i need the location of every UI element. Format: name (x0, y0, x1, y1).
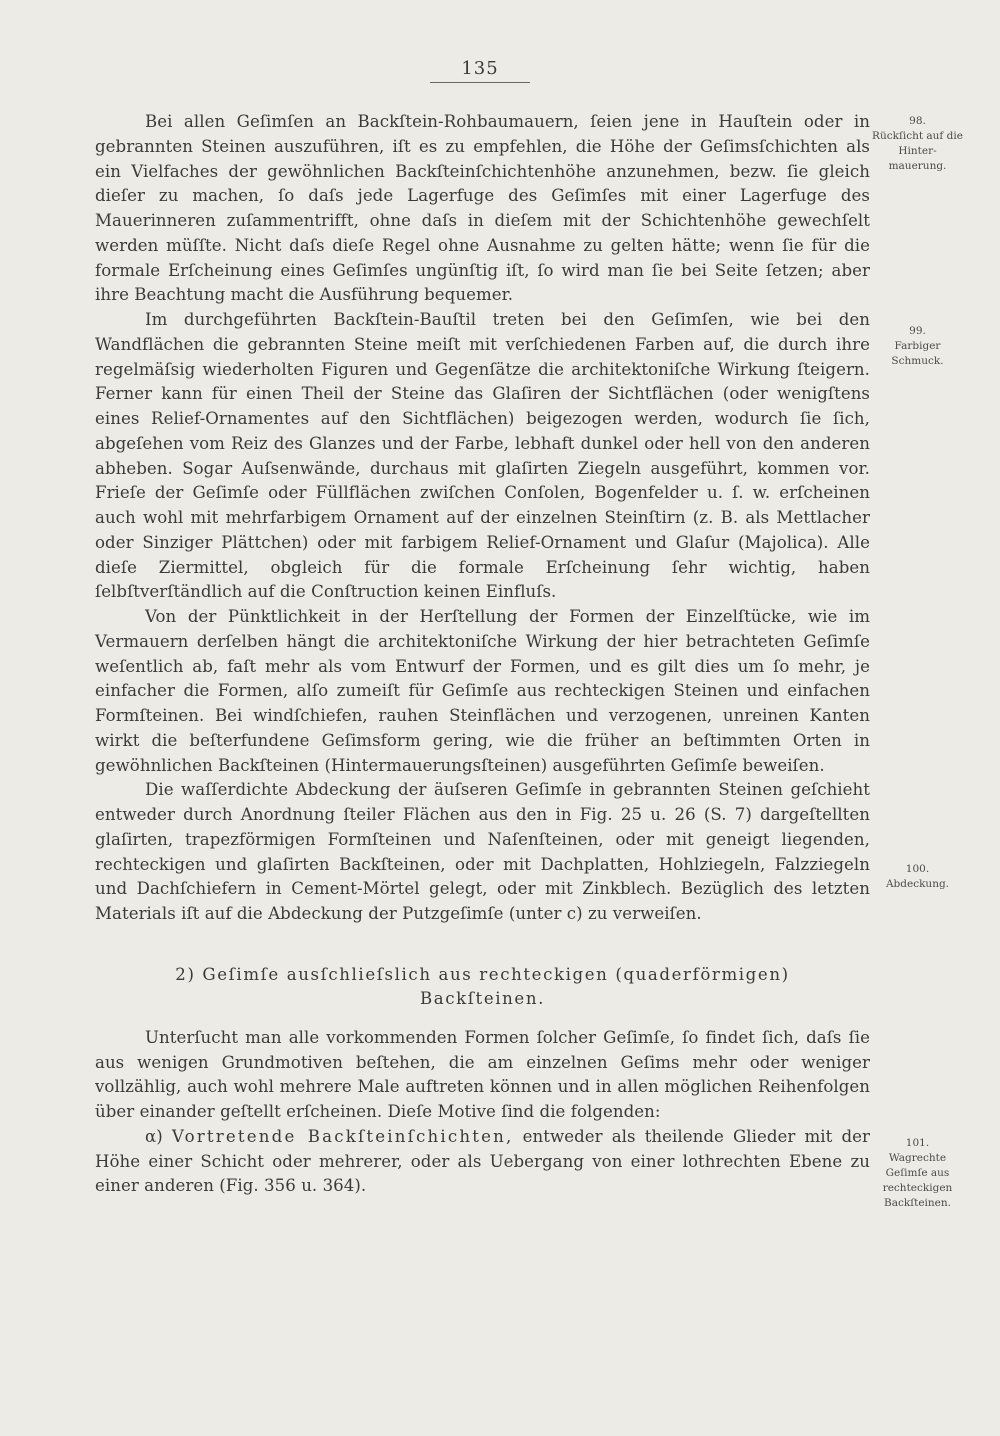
item-alpha (95, 1125, 870, 1199)
margin-note-text: Abdeckung. (885, 878, 950, 890)
paragraph-pünktlichkeit: Von der Pünktlichkeit in der Herſtellung der Formen der Einzelſtücke, wie im Vermauern derſelben hängt die architektoniſche Wirkung der hier betrachteten Geſimſe weſentlich ab, faſt mehr als vom Entwurf der Formen, und es gilt dies um ſo mehr, je einfacher die Formen, alſo zumeiſt für Geſimſe aus rechteckigen Steinen und einfachen Formſteinen. Bei windſchiefen, rauhen Steinflächen und verzogenen, unreinen Kanten wirkt die beſterfundene Geſimsform gering, wie die früher an beſtimmten Orten in gewöhnlichen Backſteinen (Hintermauerungsſteinen) ausgeführten Geſimſe beweiſen. (95, 607, 870, 775)
item-alpha-marker: α) (145, 1126, 163, 1146)
margin-note-number: 101. (905, 1137, 930, 1149)
paragraph-101: Unterſucht man alle vorkommenden Formen ſolcher Geſimſe, ſo findet ſich, daſs ſie aus wenigen Grundmotiven beſtehen, die am einzelnen Geſims mehr oder weniger vollzählig, auch wohl mehrere Male auftreten können und in allen möglichen Reihenfolgen über einander geſtellt erſcheinen. Dieſe Motive ſind die folgenden: (95, 1027, 870, 1121)
section-heading-line-1: 2) Geſimſe ausſchlieſslich aus rechteckigen (quaderförmigen) (175, 964, 790, 984)
margin-note-99 (870, 324, 965, 369)
paragraph-100: Die waſſerdichte Abdeckung der äuſseren Geſimſe in gebrannten Steinen geſchieht entweder durch Anordnung ſteiler Flächen aus den in Fig. 25 u. 26 (S. 7) dargeſtellten glaſirten, trapezförmigen Formſteinen und Naſenſteinen, oder mit geneigt liegenden, rechteckigen und glaſirten Backſteinen, oder mit Dachplatten, Hohlziegeln, Falzziegeln und Dachſchiefern in Cement-Mörtel gelegt, oder mit Zinkblech. Bezüglich des letzten Materials iſt auf die Abdeckung der Putzgeſimſe (unter c) zu verweiſen. (95, 780, 870, 923)
section-heading-line-2: Backſteinen. (419, 989, 546, 1009)
margin-note-number: 98. (909, 115, 926, 127)
margin-note-number: 100. (905, 863, 930, 875)
margin-note-100 (870, 862, 965, 892)
page-number: 135 (461, 58, 499, 79)
main-text (95, 110, 870, 1199)
item-alpha-text: entweder als theilende Glieder mit der Höhe einer Schicht oder mehrerer, oder als Uebergang von einer lothrechten Ebene zu einer anderen (Fig. 356 u. 364). (95, 1126, 871, 1196)
margin-note-98 (870, 114, 965, 174)
section-heading (95, 963, 870, 1012)
margin-note-text: Wagrechte Geſimſe aus rechteckigen Backſteinen. (882, 1152, 953, 1209)
margin-note-text: Rückſicht auf die Hinter-mauerung. (872, 130, 963, 172)
margin-note-number: 99. (909, 325, 926, 337)
margin-note-text: Farbiger Schmuck. (891, 340, 944, 367)
paragraph-99: Im durchgeführten Backſtein-Bauſtil treten bei den Geſimſen, wie bei den Wandflächen die gebrannten Steine meiſt mit verſchiedenen Farben auf, die durch ihre regelmäſsig wiederholten Figuren und Gegenſätze die architektoniſche Wirkung ſteigern. Ferner kann für einen Theil der Steine das Glaſiren der Sichtflächen (oder wenigſtens eines Relief-Ornamentes auf den Sichtflächen) beigezogen werden, wodurch ſie ſich, abgeſehen vom Reiz des Glanzes und der Farbe, lebhaft dunkel oder hell von den anderen abheben. Sogar Auſsenwände, durchaus mit glaſirten Ziegeln ausgeführt, kommen vor. Frieſe der Geſimſe oder Füllflächen zwiſchen Conſolen, Bogenfelder u. ſ. w. erſcheinen auch wohl mit mehrfarbigem Ornament auf der einzelnen Steinſtirn (z. B. als Mettlacher oder Sinziger Plättchen) oder mit farbigem Relief-Ornament und Glaſur (Majolica). Alle dieſe Ziermittel, obgleich für die formale Erſcheinung ſehr wichtig, haben ſelbſtverſtändlich auf die Conſtruction keinen Einfluſs. (95, 310, 870, 602)
item-alpha-title: Vortretende Backſteinſchichten, (171, 1126, 514, 1146)
margin-note-101 (870, 1136, 965, 1211)
paragraph-98: Bei allen Geſimſen an Backſtein-Rohbaumauern, ſeien jene in Hauſtein oder in gebrannten Steinen auszuführen, iſt es zu empfehlen, die Höhe der Geſimsſchichten als ein Vielfaches der gewöhnlichen Backſteinſchichtenhöhe anzunehmen, bezw. ſie gleich dieſer zu machen, ſo daſs jede Lagerfuge des Geſimſes mit einer Lagerfuge des Mauerinneren zuſammentrifft, ohne daſs in dieſem mit der Schichtenhöhe gewechſelt werden müſſte. Nicht daſs dieſe Regel ohne Ausnahme zu gelten hätte; wenn ſie für die formale Erſcheinung eines Geſimſes ungünſtig iſt, ſo wird man ſie bei Seite ſetzen; aber ihre Beachtung macht die Ausführung bequemer. (95, 112, 870, 305)
page-number-rule (430, 82, 530, 83)
